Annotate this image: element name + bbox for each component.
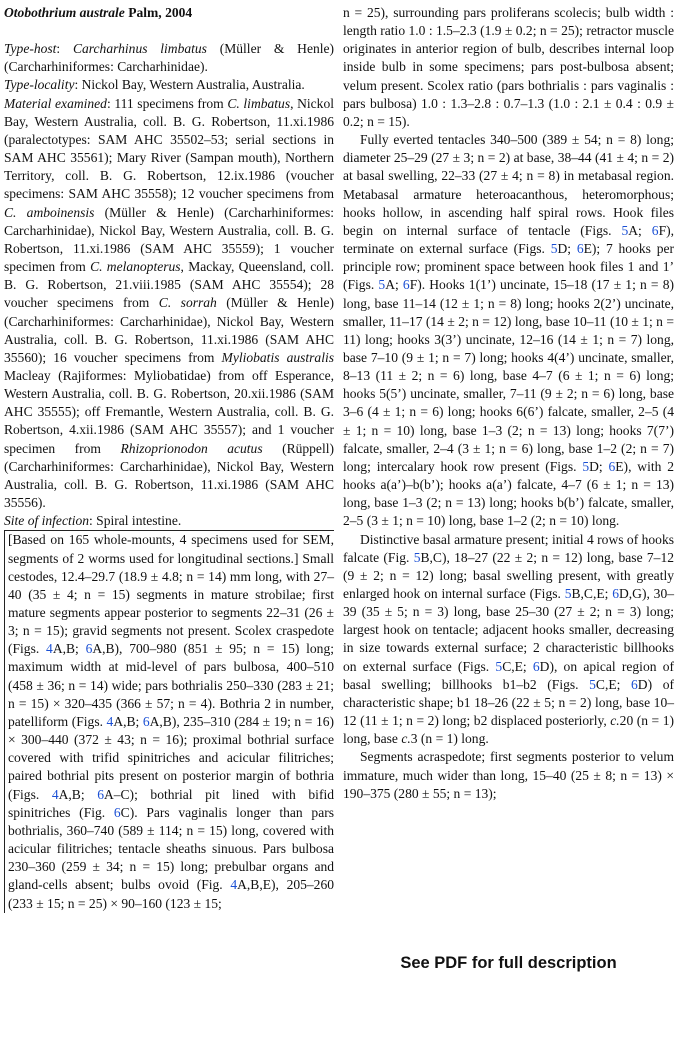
heading-spacer bbox=[4, 22, 334, 40]
figure-link[interactable]: 6 bbox=[532, 658, 540, 674]
figure-link[interactable]: 5 bbox=[621, 222, 629, 238]
body-text: A,B; bbox=[113, 713, 143, 729]
basal-armature-paragraph bbox=[343, 531, 674, 749]
body-text: A,B,E), 205–260 (233 ± 15; n = 25) × 90–160 (123 ± 15; bbox=[8, 877, 334, 911]
body-text: D; bbox=[557, 241, 577, 257]
site-value: : Spiral intestine. bbox=[89, 513, 182, 529]
material-text: : 111 specimens from bbox=[106, 95, 228, 111]
figure-link[interactable]: 5 bbox=[378, 277, 386, 293]
body-text: D,G), 30–39 (35 ± 5; n = 3) long, base 25–30 (27 ± 2; n = 3) long; largest hook on tentacle; adjacent hooks smaller, decreasing in size towards external surface; 2 characteristic billhooks on external surface (Figs. bbox=[343, 586, 674, 674]
body-text: A; bbox=[628, 222, 652, 238]
description-paragraph bbox=[4, 530, 334, 912]
host-species-name: C. melanopterus bbox=[90, 259, 181, 275]
body-text: C). Pars vaginalis longer than pars bothrialis, 360–740 (589 ± 114; n = 15) long, covered with acicular filitriches; tentacle sheaths sinuous. Pars bulbosa 230–360 (259 ± 34; n = 15) long; prebulbar organs and gland-cells absent; bulbs ovoid (Fig. bbox=[8, 804, 334, 893]
figure-link[interactable]: 4 bbox=[230, 877, 238, 893]
host-species-name: C. amboinensis bbox=[4, 204, 95, 220]
figure-link[interactable]: 5 bbox=[495, 658, 503, 674]
body-text: A; bbox=[385, 277, 403, 293]
host-species-name: Rhizoprionodon acutus bbox=[120, 440, 263, 456]
body-text: B,C), 18–27 (22 ± 2; n = 12) long, base 7–12 (9 ± 2; n = 12) long; basal swelling present, with greatly enlarged hook on internal surface (Figs. bbox=[343, 549, 674, 601]
body-text: B,C,E; bbox=[571, 586, 613, 601]
figure-link[interactable]: 5 bbox=[564, 586, 572, 601]
species-heading bbox=[4, 4, 334, 22]
figure-link[interactable]: 6 bbox=[651, 222, 659, 238]
figure-link[interactable]: 6 bbox=[142, 713, 150, 729]
body-text: E), with 2 hooks a(a’)–b(b’); hooks a(a’) falcate, 4–7 (6 ± 1; n = 13) long, base 1–3 (2; n = 13) long; hooks b(b’) falcate, smaller, 2–5 (3 ± 1; n = 10) long, base 1–2 (2; n = 10) long. bbox=[343, 458, 674, 529]
figure-link[interactable]: 6 bbox=[97, 786, 104, 802]
type-host-rest: (Müller & Henle) (Carcharhiniformes: Carcharhinidae). bbox=[4, 41, 335, 75]
tentacles-paragraph bbox=[343, 131, 674, 530]
type-host-label: Type-host bbox=[4, 41, 57, 57]
body-text: C,E; bbox=[502, 658, 533, 674]
body-text: A,B; bbox=[58, 786, 98, 802]
body-text: n = 25), surrounding pars proliferans scolecis; bulb width : length ratio 1.0 : 1.5–2.3 (1.9 ± 0.2; n = 25); retractor muscle originates in anterior region of bulb, describes internal loop inside bulb in some specimens; pars post-bulbosa absent; velum present. Scolex ratio (pars bothrialis : pars vaginalis : pars bulbosa) 1.0 : 1.3–2.8 : 0.7–1.3 (1.0 : 2.1 ± 0.4 : 0.9 ± 0.2; n = 15). bbox=[343, 5, 674, 129]
body-text: A,B), 235–310 (284 ± 19; n = 16) × 300–440 (372 ± 43; n = 16); proximal bothrial surface covered with trifid spinitriches and acicular filitriches; paired bothrial pits present on posterior margin of bothria (Figs. bbox=[8, 713, 334, 802]
body-text: 3 (n = 1) long. bbox=[410, 731, 489, 747]
host-species-name: C. limbatus bbox=[227, 95, 291, 111]
material-text: (Rüppell) (Carcharhiniformes: Carcharhinidae), Nickol Bay, Western Australia, coll. B. G. Robertson, 11.xi.1986 (SAM AHC 35556). bbox=[4, 440, 334, 511]
figure-link[interactable]: 6 bbox=[85, 641, 93, 657]
material-text: Macleay (Rajiformes: Myliobatidae) from off Esperance, Western Australia, coll. B. G. Robertson, 20.xii.1986 (SAM AHC 35555); off Fremantle, Western Australia, coll. B. G. Robertson, 4.xii.1986 (SAM AHC 35557); and 1 voucher specimen from bbox=[4, 367, 334, 456]
body-text: A,B; bbox=[52, 641, 86, 657]
body-text: Segments acraspedote; first segments posterior to velum immature, much wider than long, 15–40 (25 ± 8; n = 13) × 190–375 (280 ± 55; n = 13); bbox=[343, 749, 674, 801]
body-text: [Based on 165 whole-mounts, 4 specimens used for SEM, segments of 2 worms used for longitudinal sections.] Small cestodes, 12.4–29.7 (18.9 ± 4.8; n = 14) mm long, with 27–40 (35 ± 4; n = 15) segments in mature strobilae; first mature segments appear posterior to segments 22–31 (26 ± 3; n = 15); gravid segments not present. Scolex craspedote (Figs. bbox=[8, 532, 334, 657]
material-text: (Müller & Henle) (Carcharhiniformes: Carcharhinidae), Nickol Bay, Western Australia, coll. B. G. Robertson, 11.xi.1986 (SAM AHC 35559); 1 voucher specimen from bbox=[4, 204, 334, 275]
body-text: F). Hooks 1(1’) uncinate, 15–18 (17 ± 1; n = 8) long, base 11–14 (12 ± 1; n = 8) long; hooks 2(2’) uncinate, smaller, 11–17 (14 ± 2; n = 12) long, base 10–11 (10 ± 1; n = 11) long; hooks 3(3’) uncinate, 12–16 (14 ± 1; n = 7) long, base 7–10 (9 ± 1; n = 7) long; hooks 4(4’) uncinate, smaller, 8–13 (11 ± 2; n = 6) long, base 4–7 (6 ± 1; n = 6) long; hooks 5(5’) uncinate, smaller, 7–11 (9 ± 2; n = 6) long, base 3–6 (4 ± 1; n = 6) long; hooks 6(6’) falcate, smaller, 2–5 (4 ± 1; n = 10) long, base 1–3 (2; n = 13) long; hooks 7(7’) falcate, smaller, 2–4 (3 ± 1; n = 6) long, base 1–2 (2; n = 7) long; intercalary hook row present (Figs. bbox=[343, 277, 675, 474]
figure-link[interactable]: 5 bbox=[413, 549, 421, 565]
left-column bbox=[4, 4, 334, 913]
right-column bbox=[343, 4, 674, 803]
body-text: Fully everted tentacles 340–500 (389 ± 54; n = 8) long; diameter 25–29 (27 ± 3; n = 2) at base, 38–44 (41 ± 4; n = 2) at basal swelling, 22–33 (27 ± 4; n = 8) in metabasal region. Metabasal armature heteroacanthous, heteromorphous; hooks hollow, in ascending half spiral rows. Hook files begin on internal surface of tentacle (Figs. bbox=[343, 132, 674, 238]
figure-link[interactable]: 6 bbox=[576, 241, 584, 257]
body-text: F), terminate on external surface (Figs. bbox=[343, 222, 674, 257]
material-text: (Müller & Henle) (Carcharhiniformes: Carcharhinidae), Nickol Bay, Western Australia, coll. B. G. Robertson, 11.xi.1986 (SAM AHC 35560); 16 voucher specimens from bbox=[4, 295, 334, 365]
see-pdf-note: See PDF for full description bbox=[400, 954, 617, 972]
species-name: Otobothrium australe bbox=[4, 5, 125, 20]
site-label: Site of infection bbox=[4, 513, 90, 529]
figure-link[interactable]: 6 bbox=[608, 458, 616, 474]
circa-abbrev: c. bbox=[401, 731, 411, 747]
scolex-continuation bbox=[343, 4, 674, 131]
type-host: Type-host: Carcharhinus limbatus (Müller & Henle) (Carcharhiniformes: Carcharhinidae). bbox=[4, 41, 335, 75]
circa-abbrev: c. bbox=[610, 713, 620, 729]
figure-link[interactable]: 4 bbox=[46, 641, 53, 657]
figure-link[interactable]: 5 bbox=[582, 458, 590, 474]
host-species-name: Myliobatis australis bbox=[221, 349, 334, 365]
body-text: A–C); bothrial pit lined with bifid spinitriches (Fig. bbox=[8, 786, 334, 820]
body-text: A,B), 700–980 (851 ± 95; n = 15) long; maximum width at mid-level of pars bulbosa, 400–510 (458 ± 36; n = 14) wide; pars bothrialis 250–330 (283 ± 21; n = 15) × 320–435 (366 ± 57; n = 4). Bothria 2 in number, patelliform (Figs. bbox=[8, 641, 334, 729]
body-text: D), on apical region of basal swelling; billhooks b1–b2 (Figs. bbox=[343, 658, 674, 692]
material-text: , Mackay, Queensland, coll. B. G. Robertson, 21.viii.1985 (SAM AHC 35554); 28 voucher specimens from bbox=[4, 259, 334, 311]
body-text: D; bbox=[589, 458, 609, 474]
figure-link[interactable]: 6 bbox=[612, 586, 619, 601]
body-text: Distinctive basal armature present; initial 4 rows of hooks falcate (Fig. bbox=[343, 531, 674, 565]
type-host-species: Carcharhinus limbatus bbox=[72, 41, 207, 57]
material-label: Material examined bbox=[4, 95, 107, 111]
site-of-infection bbox=[4, 512, 334, 530]
host-species-name: C. sorrah bbox=[158, 295, 217, 311]
body-text: 20 (n = 1) long, base bbox=[343, 713, 674, 747]
segments-paragraph bbox=[343, 748, 674, 802]
body-text: C,E; bbox=[595, 676, 632, 692]
species-authority: Palm, 2004 bbox=[124, 5, 193, 20]
figure-link[interactable]: 4 bbox=[106, 713, 114, 729]
type-locality-value: : Nickol Bay, Western Australia, Australia. bbox=[74, 77, 305, 93]
type-locality bbox=[4, 76, 334, 94]
figure-link[interactable]: 5 bbox=[550, 241, 558, 257]
figure-link[interactable]: 5 bbox=[589, 676, 596, 692]
type-locality-label: Type-locality bbox=[4, 77, 75, 93]
figure-link[interactable]: 6 bbox=[113, 804, 121, 820]
body-text: E); 7 hooks per principle row; prominent space between hook files 1 and 1’ (Figs. bbox=[343, 241, 675, 293]
figure-link[interactable]: 6 bbox=[402, 277, 410, 293]
material-examined bbox=[4, 95, 334, 513]
body-text: D) of characteristic shape; b1 18–26 (22 ± 5; n = 2) long, base 10–12 (11 ± 1; n = 2) long; b2 displaced posteriorly, bbox=[343, 676, 674, 729]
material-text: , Nickol Bay, Western Australia, coll. B. G. Robertson, 11.xi.1986 (paralectotypes: SAM AHC 35502–53; serial sections in SAM AHC 35561); Mary River (Sampan mouth), Northern Territory, coll. B. G. Robertson, 12.ix.1986 (voucher specimens: SAM AHC 35558); 12 voucher specimens from bbox=[4, 95, 334, 202]
figure-link[interactable]: 6 bbox=[631, 676, 638, 692]
figure-link[interactable]: 4 bbox=[51, 786, 59, 802]
